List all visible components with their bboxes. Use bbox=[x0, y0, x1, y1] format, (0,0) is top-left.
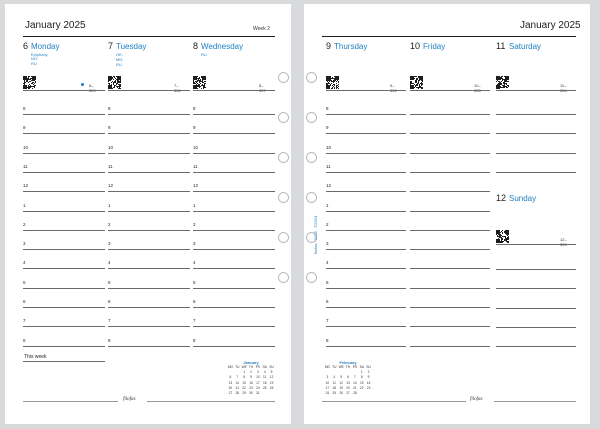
hour-label: 11 bbox=[193, 163, 198, 169]
hour-label: 8 bbox=[108, 106, 111, 111]
calendar-date: 12 bbox=[339, 380, 343, 385]
calendar-date: 24 bbox=[325, 391, 330, 396]
day-count: 8–357 bbox=[259, 83, 266, 93]
note-line bbox=[410, 133, 490, 134]
day-name: Tuesday bbox=[116, 42, 147, 51]
hour-label: 3 bbox=[326, 241, 329, 247]
hour-label: 10 bbox=[108, 144, 114, 150]
hour-line bbox=[193, 191, 275, 192]
hour-label: 12 bbox=[108, 183, 114, 189]
hour-line bbox=[108, 288, 190, 289]
hour-label: 8 bbox=[326, 337, 329, 343]
note-line bbox=[410, 230, 490, 231]
hour-line bbox=[193, 346, 275, 347]
hour-line bbox=[326, 268, 406, 269]
hour-label: 8 bbox=[108, 337, 111, 343]
calendar-date: 21 bbox=[235, 385, 240, 390]
hour-line bbox=[23, 307, 105, 308]
spine-text: filofax · 2025 · ©2024 bbox=[313, 215, 318, 254]
calendar-date: 6 bbox=[347, 375, 349, 380]
hour-line bbox=[23, 346, 105, 347]
holiday-note: GE: MD: RU bbox=[116, 52, 124, 67]
hour-line bbox=[193, 268, 275, 269]
note-line bbox=[496, 133, 576, 134]
binder-hole bbox=[278, 232, 289, 243]
date-underline bbox=[410, 90, 490, 91]
calendar-date: 23 bbox=[366, 385, 371, 390]
hour-line bbox=[193, 249, 275, 250]
month-title: January 2025 bbox=[25, 20, 86, 31]
calendar-date: 5 bbox=[270, 370, 273, 375]
weekday-header: MO bbox=[227, 365, 233, 369]
calendar-date: 15 bbox=[242, 380, 246, 385]
hour-line bbox=[326, 326, 406, 327]
hour-line bbox=[23, 133, 105, 134]
hour-label: 11 bbox=[326, 163, 331, 169]
date-underline bbox=[108, 90, 190, 91]
hour-label: 10 bbox=[23, 144, 29, 150]
hour-label: 8 bbox=[193, 106, 196, 111]
calendar-date: 17 bbox=[256, 380, 260, 385]
hour-label: 3 bbox=[108, 241, 111, 247]
calendar-date: 17 bbox=[325, 385, 330, 390]
holiday-note: Epiphany bbox=[31, 52, 48, 57]
weekday-header: TH bbox=[248, 365, 254, 369]
hour-line bbox=[23, 172, 105, 173]
hour-label: 2 bbox=[326, 221, 329, 227]
header-rule bbox=[322, 36, 576, 37]
calendar-date: 20 bbox=[228, 385, 233, 390]
hour-line bbox=[193, 172, 275, 173]
hour-label: 7 bbox=[108, 318, 111, 324]
hour-label: 6 bbox=[108, 299, 111, 304]
note-line bbox=[410, 153, 490, 154]
calendar-date bbox=[358, 391, 365, 396]
calendar-date: 20 bbox=[346, 385, 350, 390]
hour-line bbox=[326, 191, 406, 192]
hour-line bbox=[108, 191, 190, 192]
note-line bbox=[410, 172, 490, 173]
hour-line bbox=[23, 249, 105, 250]
mini-calendar-grid bbox=[324, 365, 372, 396]
date-underline bbox=[23, 90, 105, 91]
hour-label: 2 bbox=[193, 221, 196, 227]
hour-label: 6 bbox=[23, 299, 26, 304]
hour-line bbox=[108, 211, 190, 212]
day-number: 9 bbox=[326, 41, 332, 51]
calendar-date: 18 bbox=[332, 385, 337, 390]
holiday-note: RU bbox=[201, 52, 207, 57]
hour-label: 7 bbox=[23, 318, 26, 324]
calendar-date bbox=[365, 391, 372, 396]
calendar-date: 19 bbox=[339, 385, 343, 390]
hour-label: 6 bbox=[193, 299, 196, 304]
hour-label: 12 bbox=[193, 183, 199, 189]
calendar-date: 21 bbox=[353, 385, 357, 390]
hour-label: 7 bbox=[193, 318, 196, 324]
binder-hole bbox=[306, 152, 317, 163]
hour-label: 10 bbox=[326, 144, 332, 150]
hour-label: 4 bbox=[326, 260, 329, 266]
hour-line bbox=[23, 211, 105, 212]
calendar-date: 16 bbox=[249, 380, 253, 385]
weekday-header: MO bbox=[324, 365, 330, 369]
mini-calendar-title: January bbox=[243, 360, 259, 365]
holiday-note: NO: RU bbox=[31, 56, 39, 66]
hour-label: 4 bbox=[108, 260, 111, 266]
hour-line bbox=[193, 114, 275, 115]
hour-line bbox=[108, 346, 190, 347]
note-line bbox=[496, 172, 576, 173]
footer-line-left bbox=[322, 401, 466, 402]
hour-label: 12 bbox=[326, 183, 332, 189]
hour-line bbox=[326, 307, 406, 308]
calendar-date: 11 bbox=[332, 380, 336, 385]
left-page bbox=[5, 4, 291, 424]
hour-label: 8 bbox=[23, 337, 26, 343]
hour-line bbox=[326, 114, 406, 115]
hour-label: 5 bbox=[193, 279, 196, 285]
calendar-date: 28 bbox=[235, 391, 240, 396]
hour-label: 9 bbox=[108, 125, 111, 131]
calendar-date bbox=[268, 391, 275, 396]
week-label: Week 2 bbox=[253, 26, 270, 32]
weekday-header: FR bbox=[255, 365, 260, 369]
calendar-date: 2 bbox=[250, 370, 252, 375]
weekday-header: SU bbox=[269, 365, 274, 369]
calendar-date: 1 bbox=[243, 370, 246, 375]
hour-line bbox=[23, 326, 105, 327]
calendar-date: 22 bbox=[359, 385, 364, 390]
hour-line bbox=[326, 172, 406, 173]
note-line bbox=[410, 288, 490, 289]
calendar-date: 18 bbox=[262, 380, 267, 385]
qr-code bbox=[23, 76, 36, 89]
calendar-date: 11 bbox=[263, 375, 267, 380]
calendar-date: 15 bbox=[359, 380, 364, 385]
qr-code bbox=[410, 76, 423, 89]
mini-calendar-grid bbox=[227, 365, 275, 396]
hour-label: 7 bbox=[326, 318, 329, 324]
binder-hole bbox=[278, 272, 289, 283]
hour-label: 11 bbox=[108, 163, 113, 169]
this-week-line bbox=[23, 361, 105, 362]
date-underline bbox=[496, 90, 576, 91]
hour-line bbox=[193, 153, 275, 154]
note-line bbox=[496, 346, 576, 347]
qr-code bbox=[496, 76, 509, 89]
hour-line bbox=[23, 288, 105, 289]
calendar-date: 31 bbox=[256, 391, 260, 396]
day-name: Wednesday bbox=[201, 42, 244, 51]
hour-line bbox=[23, 230, 105, 231]
date-underline bbox=[326, 90, 406, 91]
hour-label: 12 bbox=[23, 183, 29, 189]
hour-line bbox=[326, 288, 406, 289]
weekday-header: TH bbox=[345, 365, 351, 369]
note-line bbox=[496, 327, 576, 328]
moon-phase-icon bbox=[81, 83, 84, 86]
calendar-date: 7 bbox=[353, 375, 356, 380]
hour-line bbox=[326, 230, 406, 231]
binder-hole bbox=[306, 192, 317, 203]
calendar-date: 7 bbox=[236, 375, 239, 380]
hour-line bbox=[193, 133, 275, 134]
calendar-date: 25 bbox=[262, 385, 267, 390]
calendar-date: 26 bbox=[269, 385, 274, 390]
note-line bbox=[410, 326, 490, 327]
day-number: 8 bbox=[193, 41, 199, 51]
calendar-date: 9 bbox=[367, 375, 370, 380]
date-underline bbox=[193, 90, 275, 91]
hour-line bbox=[193, 326, 275, 327]
hour-label: 9 bbox=[193, 125, 196, 131]
this-week-label: This week bbox=[24, 354, 47, 360]
calendar-date: 12 bbox=[269, 375, 274, 380]
hour-label: 2 bbox=[108, 221, 111, 227]
hour-line bbox=[326, 153, 406, 154]
calendar-date: 16 bbox=[366, 380, 371, 385]
calendar-date: 4 bbox=[333, 375, 336, 380]
footer-line-right bbox=[494, 401, 576, 402]
mini-calendar-february bbox=[324, 360, 372, 396]
hour-label: 1 bbox=[23, 202, 26, 208]
day-name: Friday bbox=[423, 42, 446, 51]
calendar-date: 27 bbox=[228, 391, 233, 396]
calendar-date: 25 bbox=[332, 391, 337, 396]
note-line bbox=[496, 153, 576, 154]
right-page bbox=[304, 4, 590, 424]
hour-line bbox=[108, 153, 190, 154]
day-count: 7–358 bbox=[174, 83, 181, 93]
binder-hole bbox=[306, 72, 317, 83]
calendar-date: 1 bbox=[360, 370, 363, 375]
hour-label: 3 bbox=[193, 241, 196, 247]
day-count: 10–355 bbox=[474, 83, 481, 93]
hour-line bbox=[23, 191, 105, 192]
day-count: 12–353 bbox=[560, 237, 567, 247]
calendar-date: 14 bbox=[353, 380, 357, 385]
day-number: 11 bbox=[496, 41, 506, 51]
note-line bbox=[410, 249, 490, 250]
note-line bbox=[496, 269, 576, 270]
calendar-date: 28 bbox=[353, 391, 357, 396]
hour-line bbox=[326, 249, 406, 250]
brand-logo: filofax bbox=[123, 397, 136, 402]
weekday-header: TU bbox=[332, 365, 337, 369]
binder-hole bbox=[278, 192, 289, 203]
hour-label: 5 bbox=[108, 279, 111, 285]
hour-label: 1 bbox=[193, 202, 196, 208]
calendar-date bbox=[261, 391, 268, 396]
calendar-date: 29 bbox=[242, 391, 246, 396]
binder-hole bbox=[306, 112, 317, 123]
hour-label: 2 bbox=[23, 221, 26, 227]
hour-line bbox=[108, 230, 190, 231]
weekday-header: WE bbox=[338, 365, 344, 369]
hour-label: 9 bbox=[23, 125, 26, 131]
day-name: Sunday bbox=[509, 194, 537, 203]
calendar-date: 13 bbox=[346, 380, 350, 385]
hour-label: 11 bbox=[23, 163, 28, 169]
calendar-date: 26 bbox=[339, 391, 343, 396]
day-number: 10 bbox=[410, 41, 421, 51]
calendar-date: 9 bbox=[250, 375, 252, 380]
note-line bbox=[496, 288, 576, 289]
hour-line bbox=[108, 172, 190, 173]
calendar-date: 23 bbox=[249, 385, 253, 390]
date-underline bbox=[496, 244, 576, 245]
day-count: 6–359 bbox=[89, 83, 96, 93]
hour-label: 10 bbox=[193, 144, 199, 150]
qr-code bbox=[108, 76, 121, 89]
hour-label: 9 bbox=[326, 125, 329, 131]
hour-label: 1 bbox=[326, 202, 329, 208]
hour-line bbox=[193, 288, 275, 289]
calendar-date: 3 bbox=[256, 370, 259, 375]
calendar-date: 22 bbox=[242, 385, 246, 390]
footer-line-left bbox=[23, 401, 118, 402]
hour-line bbox=[23, 114, 105, 115]
weekday-header: TU bbox=[235, 365, 240, 369]
footer-line-right bbox=[147, 401, 275, 402]
day-count: 11–354 bbox=[560, 83, 567, 93]
day-count: 9–356 bbox=[390, 83, 397, 93]
header-rule bbox=[23, 36, 275, 37]
day-number: 12 bbox=[496, 193, 507, 203]
weekday-header: SU bbox=[366, 365, 371, 369]
binder-hole bbox=[278, 152, 289, 163]
day-number: 6 bbox=[23, 41, 29, 51]
hour-line bbox=[193, 230, 275, 231]
hour-line bbox=[108, 249, 190, 250]
calendar-date: 30 bbox=[249, 391, 253, 396]
note-line bbox=[496, 308, 576, 309]
hour-line bbox=[326, 346, 406, 347]
hour-line bbox=[108, 133, 190, 134]
binder-holes-right bbox=[304, 4, 318, 424]
hour-line bbox=[193, 211, 275, 212]
hour-label: 3 bbox=[23, 241, 26, 247]
hour-label: 8 bbox=[326, 106, 329, 111]
hour-line bbox=[108, 307, 190, 308]
qr-code bbox=[326, 76, 339, 89]
hour-label: 4 bbox=[23, 260, 26, 266]
hour-line bbox=[23, 268, 105, 269]
note-line bbox=[410, 307, 490, 308]
hour-line bbox=[193, 307, 275, 308]
calendar-date: 13 bbox=[228, 380, 233, 385]
calendar-date: 2 bbox=[367, 370, 370, 375]
hour-line bbox=[108, 326, 190, 327]
calendar-date: 19 bbox=[269, 380, 274, 385]
hour-label: 6 bbox=[326, 299, 329, 304]
calendar-date: 4 bbox=[263, 370, 266, 375]
note-line bbox=[410, 346, 490, 347]
month-title: January 2025 bbox=[520, 20, 581, 31]
calendar-date: 6 bbox=[229, 375, 232, 380]
day-number: 7 bbox=[108, 41, 114, 51]
binder-hole bbox=[306, 272, 317, 283]
note-line bbox=[410, 268, 490, 269]
day-name: Thursday bbox=[334, 42, 368, 51]
mini-calendar-title: February bbox=[339, 360, 357, 365]
binder-holes-left bbox=[277, 4, 291, 424]
weekday-header: FR bbox=[352, 365, 357, 369]
hour-label: 8 bbox=[23, 106, 26, 111]
calendar-date: 10 bbox=[256, 375, 260, 380]
day-name: Monday bbox=[31, 42, 60, 51]
hour-label: 5 bbox=[326, 279, 329, 285]
hour-line bbox=[108, 268, 190, 269]
calendar-date: 27 bbox=[346, 391, 350, 396]
hour-label: 8 bbox=[193, 337, 196, 343]
qr-code bbox=[496, 230, 509, 243]
calendar-date: 10 bbox=[325, 380, 330, 385]
binder-hole bbox=[278, 112, 289, 123]
calendar-date: 8 bbox=[360, 375, 363, 380]
weekday-header: SA bbox=[262, 365, 267, 369]
calendar-date: 3 bbox=[326, 375, 329, 380]
note-line bbox=[496, 114, 576, 115]
qr-code bbox=[193, 76, 206, 89]
calendar-date: 24 bbox=[256, 385, 260, 390]
calendar-date: 5 bbox=[340, 375, 343, 380]
day-name: Saturday bbox=[509, 42, 542, 51]
hour-line bbox=[326, 133, 406, 134]
calendar-date: 14 bbox=[235, 380, 240, 385]
binder-hole bbox=[278, 72, 289, 83]
weekday-header: WE bbox=[241, 365, 247, 369]
weekday-header: SA bbox=[359, 365, 364, 369]
mini-calendar-january bbox=[227, 360, 275, 396]
calendar-date: 8 bbox=[243, 375, 246, 380]
hour-label: 1 bbox=[108, 202, 111, 208]
note-line bbox=[410, 211, 490, 212]
note-line bbox=[410, 114, 490, 115]
hour-line bbox=[23, 153, 105, 154]
brand-logo: filofax bbox=[470, 397, 483, 402]
hour-line bbox=[108, 114, 190, 115]
hour-label: 4 bbox=[193, 260, 196, 266]
hour-line bbox=[326, 211, 406, 212]
note-line bbox=[410, 191, 490, 192]
hour-label: 5 bbox=[23, 279, 26, 285]
